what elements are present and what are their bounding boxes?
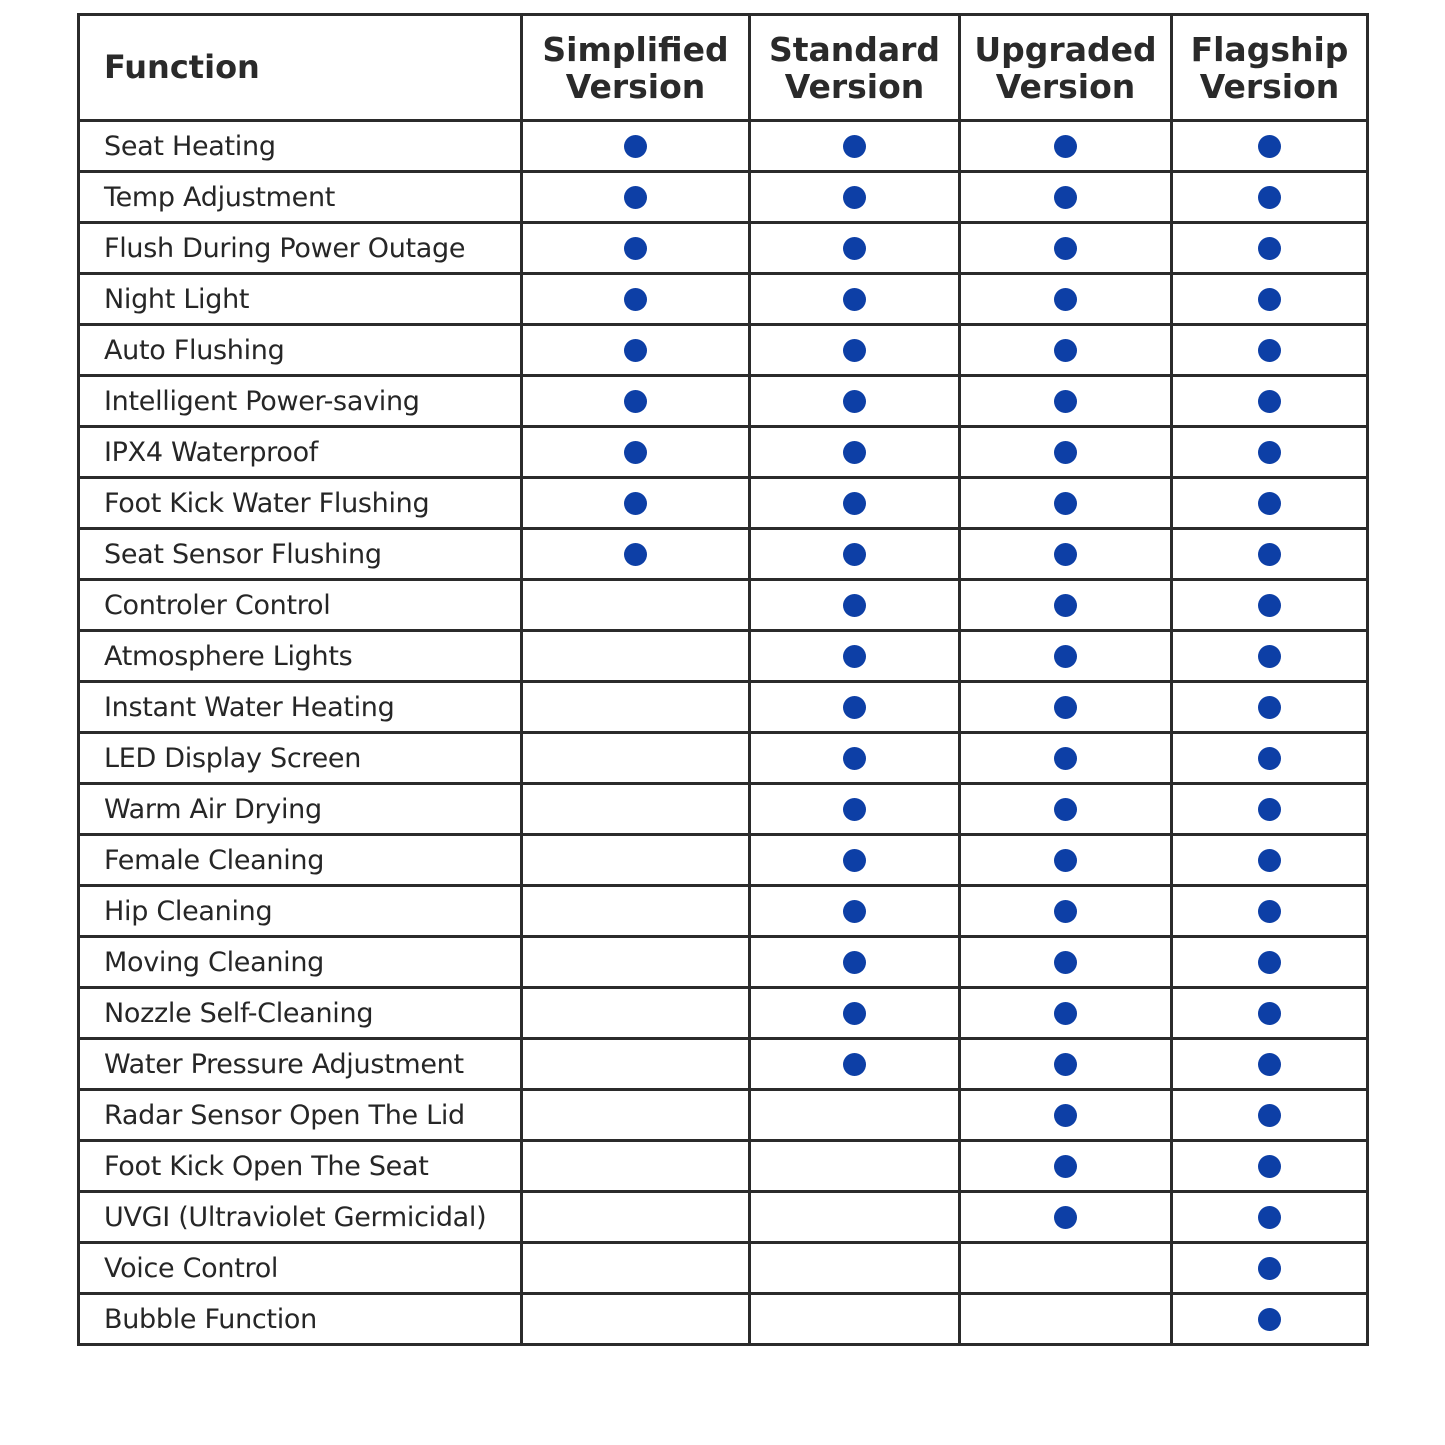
filled-circle-icon [1054, 441, 1077, 464]
filled-circle-icon [1258, 390, 1281, 413]
function-name: Instant Water Heating [79, 682, 522, 733]
simplified-version-cell [522, 172, 750, 223]
function-name: Radar Sensor Open The Lid [79, 1090, 522, 1141]
filled-circle-icon [1258, 237, 1281, 260]
function-name: Foot Kick Open The Seat [79, 1141, 522, 1192]
table-row [79, 325, 1368, 376]
flagship-version-cell [1172, 1141, 1368, 1192]
filled-circle-icon [1258, 1155, 1281, 1178]
filled-circle-icon [843, 951, 866, 974]
table-row [79, 631, 1368, 682]
filled-circle-icon [843, 1053, 866, 1076]
simplified-version-cell [522, 223, 750, 274]
filled-circle-icon [843, 492, 866, 515]
upgraded-version-header [960, 15, 1172, 121]
table-row [79, 682, 1368, 733]
function-name: Foot Kick Water Flushing [79, 478, 522, 529]
upgraded-version-cell [960, 274, 1172, 325]
header-line: Flagship [1190, 29, 1349, 69]
standard-version-cell [750, 886, 960, 937]
upgraded-version-cell [960, 988, 1172, 1039]
standard-version-cell [750, 580, 960, 631]
filled-circle-icon [1054, 645, 1077, 668]
flagship-version-cell [1172, 1294, 1368, 1345]
function-name: Auto Flushing [79, 325, 522, 376]
flagship-version-cell [1172, 937, 1368, 988]
simplified-version-cell [522, 121, 750, 172]
table-row [79, 937, 1368, 988]
filled-circle-icon [843, 135, 866, 158]
function-column-header: Function [79, 15, 522, 121]
simplified-version-cell [522, 886, 750, 937]
filled-circle-icon [1054, 1104, 1077, 1127]
upgraded-version-cell [960, 376, 1172, 427]
simplified-version-cell [522, 784, 750, 835]
flagship-version-cell [1172, 1039, 1368, 1090]
header-line: Standard [768, 29, 941, 69]
filled-circle-icon [843, 747, 866, 770]
standard-version-cell [750, 1039, 960, 1090]
filled-circle-icon [1258, 441, 1281, 464]
simplified-version-cell [522, 988, 750, 1039]
flagship-version-cell [1172, 988, 1368, 1039]
filled-circle-icon [843, 288, 866, 311]
flagship-version-cell [1172, 784, 1368, 835]
filled-circle-icon [624, 288, 647, 311]
filled-circle-icon [1258, 135, 1281, 158]
flagship-version-cell [1172, 121, 1368, 172]
filled-circle-icon [843, 798, 866, 821]
function-name: Hip Cleaning [79, 886, 522, 937]
filled-circle-icon [1258, 594, 1281, 617]
filled-circle-icon [624, 492, 647, 515]
table-row [79, 1141, 1368, 1192]
upgraded-version-cell [960, 835, 1172, 886]
simplified-version-cell [522, 1192, 750, 1243]
filled-circle-icon [1258, 849, 1281, 872]
header-line: Simplified [542, 29, 729, 69]
flagship-version-cell [1172, 325, 1368, 376]
simplified-version-cell [522, 529, 750, 580]
function-name: Nozzle Self-Cleaning [79, 988, 522, 1039]
flagship-version-cell [1172, 172, 1368, 223]
simplified-version-cell [522, 325, 750, 376]
function-name: Controler Control [79, 580, 522, 631]
simplified-version-cell [522, 274, 750, 325]
table-row [79, 733, 1368, 784]
function-name: Moving Cleaning [79, 937, 522, 988]
filled-circle-icon [843, 1002, 866, 1025]
filled-circle-icon [843, 237, 866, 260]
simplified-version-cell [522, 682, 750, 733]
filled-circle-icon [843, 390, 866, 413]
filled-circle-icon [1258, 186, 1281, 209]
table-row [79, 1090, 1368, 1141]
table-row [79, 1243, 1368, 1294]
simplified-version-cell [522, 631, 750, 682]
flagship-version-cell [1172, 631, 1368, 682]
simplified-version-cell [522, 937, 750, 988]
upgraded-version-cell [960, 1141, 1172, 1192]
standard-version-cell [750, 325, 960, 376]
table-row [79, 835, 1368, 886]
upgraded-version-cell [960, 1192, 1172, 1243]
filled-circle-icon [1054, 900, 1077, 923]
filled-circle-icon [1054, 594, 1077, 617]
filled-circle-icon [1054, 339, 1077, 362]
table-row [79, 376, 1368, 427]
standard-version-cell [750, 529, 960, 580]
flagship-version-cell [1172, 1192, 1368, 1243]
filled-circle-icon [1258, 339, 1281, 362]
table-row [79, 223, 1368, 274]
filled-circle-icon [1258, 1002, 1281, 1025]
flagship-version-cell [1172, 682, 1368, 733]
header-line: Version [995, 66, 1136, 106]
simplified-version-cell [522, 427, 750, 478]
upgraded-version-cell [960, 223, 1172, 274]
simplified-version-header [522, 15, 750, 121]
header-row [79, 15, 1368, 121]
filled-circle-icon [1054, 390, 1077, 413]
function-name: Female Cleaning [79, 835, 522, 886]
filled-circle-icon [843, 900, 866, 923]
flagship-version-cell [1172, 427, 1368, 478]
standard-version-cell [750, 937, 960, 988]
upgraded-version-cell [960, 631, 1172, 682]
filled-circle-icon [624, 186, 647, 209]
filled-circle-icon [624, 339, 647, 362]
filled-circle-icon [1258, 1206, 1281, 1229]
filled-circle-icon [843, 186, 866, 209]
standard-version-cell [750, 988, 960, 1039]
table-row [79, 529, 1368, 580]
header-line: Version [565, 66, 706, 106]
standard-version-cell [750, 223, 960, 274]
filled-circle-icon [1258, 543, 1281, 566]
table-row [79, 274, 1368, 325]
filled-circle-icon [1054, 747, 1077, 770]
filled-circle-icon [1258, 1308, 1281, 1331]
filled-circle-icon [843, 696, 866, 719]
filled-circle-icon [1258, 696, 1281, 719]
simplified-version-cell [522, 478, 750, 529]
simplified-version-cell [522, 1039, 750, 1090]
flagship-version-cell [1172, 580, 1368, 631]
table-row [79, 121, 1368, 172]
standard-version-cell [750, 682, 960, 733]
standard-version-cell [750, 835, 960, 886]
filled-circle-icon [1258, 951, 1281, 974]
simplified-version-cell [522, 376, 750, 427]
filled-circle-icon [843, 441, 866, 464]
header-line: Version [784, 66, 925, 106]
flagship-version-cell [1172, 274, 1368, 325]
simplified-version-cell [522, 733, 750, 784]
filled-circle-icon [1258, 747, 1281, 770]
filled-circle-icon [843, 645, 866, 668]
standard-version-cell [750, 784, 960, 835]
function-name: LED Display Screen [79, 733, 522, 784]
upgraded-version-cell [960, 937, 1172, 988]
filled-circle-icon [624, 441, 647, 464]
upgraded-version-cell [960, 427, 1172, 478]
standard-version-cell [750, 631, 960, 682]
function-name: Flush During Power Outage [79, 223, 522, 274]
filled-circle-icon [1054, 1155, 1077, 1178]
standard-version-cell [750, 274, 960, 325]
filled-circle-icon [843, 594, 866, 617]
standard-version-cell [750, 1141, 960, 1192]
upgraded-version-cell [960, 1090, 1172, 1141]
flagship-version-cell [1172, 478, 1368, 529]
upgraded-version-cell [960, 172, 1172, 223]
upgraded-version-cell [960, 529, 1172, 580]
filled-circle-icon [1054, 288, 1077, 311]
filled-circle-icon [624, 390, 647, 413]
upgraded-version-cell [960, 478, 1172, 529]
function-name: IPX4 Waterproof [79, 427, 522, 478]
upgraded-version-cell [960, 784, 1172, 835]
upgraded-version-cell [960, 682, 1172, 733]
filled-circle-icon [1258, 1257, 1281, 1280]
filled-circle-icon [1258, 645, 1281, 668]
table-row [79, 1192, 1368, 1243]
upgraded-version-cell [960, 1294, 1172, 1345]
function-name: Warm Air Drying [79, 784, 522, 835]
simplified-version-cell [522, 1243, 750, 1294]
table-row [79, 1039, 1368, 1090]
upgraded-version-cell [960, 1039, 1172, 1090]
upgraded-version-cell [960, 580, 1172, 631]
function-name: Seat Heating [79, 121, 522, 172]
filled-circle-icon [1054, 135, 1077, 158]
flagship-version-cell [1172, 1243, 1368, 1294]
filled-circle-icon [1054, 1053, 1077, 1076]
filled-circle-icon [1054, 237, 1077, 260]
table-body [79, 121, 1368, 1345]
filled-circle-icon [1054, 492, 1077, 515]
filled-circle-icon [624, 135, 647, 158]
standard-version-cell [750, 1192, 960, 1243]
filled-circle-icon [1258, 492, 1281, 515]
table-row [79, 172, 1368, 223]
filled-circle-icon [1054, 186, 1077, 209]
simplified-version-cell [522, 835, 750, 886]
filled-circle-icon [843, 849, 866, 872]
filled-circle-icon [1258, 288, 1281, 311]
simplified-version-cell [522, 1141, 750, 1192]
filled-circle-icon [1054, 798, 1077, 821]
function-name: Bubble Function [79, 1294, 522, 1345]
simplified-version-cell [522, 1294, 750, 1345]
table-row [79, 478, 1368, 529]
flagship-version-cell [1172, 529, 1368, 580]
table-row [79, 784, 1368, 835]
feature-comparison-table [77, 13, 1369, 1346]
filled-circle-icon [843, 543, 866, 566]
standard-version-cell [750, 733, 960, 784]
table-row [79, 1294, 1368, 1345]
function-name: Atmosphere Lights [79, 631, 522, 682]
table-row [79, 988, 1368, 1039]
filled-circle-icon [1258, 1053, 1281, 1076]
simplified-version-cell [522, 1090, 750, 1141]
flagship-version-cell [1172, 1090, 1368, 1141]
header-line: Upgraded [974, 29, 1157, 69]
table-row [79, 427, 1368, 478]
filled-circle-icon [1054, 849, 1077, 872]
upgraded-version-cell [960, 733, 1172, 784]
upgraded-version-cell [960, 886, 1172, 937]
flagship-version-cell [1172, 376, 1368, 427]
standard-version-cell [750, 1294, 960, 1345]
header-line: Version [1199, 66, 1340, 106]
function-name: Seat Sensor Flushing [79, 529, 522, 580]
filled-circle-icon [1258, 900, 1281, 923]
filled-circle-icon [1054, 543, 1077, 566]
function-name: Temp Adjustment [79, 172, 522, 223]
filled-circle-icon [1054, 1206, 1077, 1229]
flagship-version-cell [1172, 835, 1368, 886]
standard-version-cell [750, 478, 960, 529]
function-name: Night Light [79, 274, 522, 325]
table-row [79, 580, 1368, 631]
simplified-version-cell [522, 580, 750, 631]
flagship-version-header [1172, 15, 1368, 121]
filled-circle-icon [1258, 1104, 1281, 1127]
filled-circle-icon [624, 237, 647, 260]
standard-version-cell [750, 172, 960, 223]
standard-version-header [750, 15, 960, 121]
flagship-version-cell [1172, 223, 1368, 274]
filled-circle-icon [624, 543, 647, 566]
standard-version-cell [750, 121, 960, 172]
standard-version-cell [750, 427, 960, 478]
table-row [79, 886, 1368, 937]
upgraded-version-cell [960, 121, 1172, 172]
filled-circle-icon [843, 339, 866, 362]
standard-version-cell [750, 376, 960, 427]
function-name: Intelligent Power-saving [79, 376, 522, 427]
filled-circle-icon [1054, 1002, 1077, 1025]
flagship-version-cell [1172, 886, 1368, 937]
upgraded-version-cell [960, 325, 1172, 376]
flagship-version-cell [1172, 733, 1368, 784]
function-name: Water Pressure Adjustment [79, 1039, 522, 1090]
standard-version-cell [750, 1090, 960, 1141]
filled-circle-icon [1258, 798, 1281, 821]
filled-circle-icon [1054, 696, 1077, 719]
filled-circle-icon [1054, 951, 1077, 974]
function-name: UVGI (Ultraviolet Germicidal) [79, 1192, 522, 1243]
function-name: Voice Control [79, 1243, 522, 1294]
standard-version-cell [750, 1243, 960, 1294]
upgraded-version-cell [960, 1243, 1172, 1294]
